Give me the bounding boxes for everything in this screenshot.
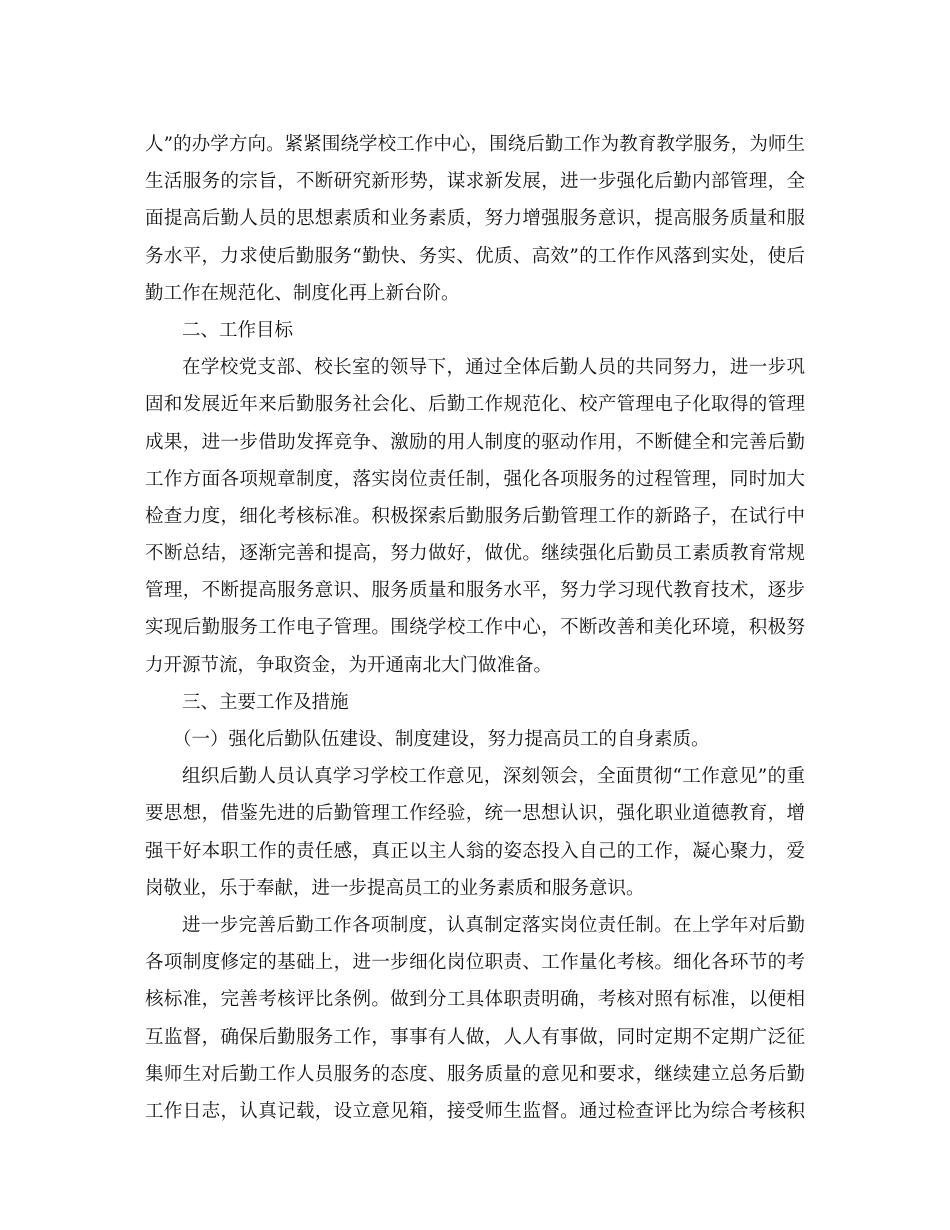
section-heading-goals <box>145 312 805 349</box>
text-line: 要思想，借鉴先进的后勤管理工作经验，统一思想认识，强化职业道德教育，增 <box>145 803 805 825</box>
paragraph-study <box>145 758 805 907</box>
text-line: 不断总结，逐渐完善和提高，努力做好，做优。继续强化后勤员工素质教育常规 <box>145 543 805 565</box>
text-line: 各项制度修定的基础上，进一步细化岗位职责、工作量化考核。细化各环节的考 <box>145 952 805 974</box>
text-line: 在学校党支部、校长室的领导下，通过全体后勤人员的共同努力，进一步巩 <box>182 357 805 379</box>
text-line: 工作日志，认真记载，设立意见箱，接受师生监督。通过检查评比为综合考核积 <box>145 1100 805 1122</box>
text-line: 固和发展近年来后勤服务社会化、后勤工作规范化、校产管理电子化取得的管理 <box>145 394 805 416</box>
text-line: 成果，进一步借助发挥竞争、激励的用人制度的驱动作用，不断健全和完善后勤 <box>145 431 805 453</box>
text-line: 实现后勤服务工作电子管理。围绕学校工作中心，不断改善和美化环境，积极努 <box>145 617 805 639</box>
text-line: 勤工作在规范化、制度化再上新台阶。 <box>145 282 460 304</box>
text-line: 核标准，完善考核评比条例。做到分工具体职责明确，考核对照有标准，以便相 <box>145 989 805 1011</box>
paragraph-guiding-idea <box>145 126 805 312</box>
text-line: 务水平，力求使后勤服务“勤快、务实、优质、高效”的工作作风落到实处，使后 <box>145 245 805 267</box>
text-line: 岗敬业，乐于奉献，进一步提高员工的业务素质和服务意识。 <box>145 877 645 899</box>
text-line: 互监督，确保后勤服务工作，事事有人做，人人有事做，同时定期不定期广泛征 <box>145 1026 805 1048</box>
subheading-text: （一）强化后勤队伍建设、制度建设，努力提高员工的自身素质。 <box>173 729 710 750</box>
paragraph-goals <box>145 349 805 684</box>
text-line: 检查力度，细化考核标准。积极探索后勤服务后勤管理工作的新路子，在试行中 <box>145 505 805 527</box>
subsection-heading-team-building <box>145 721 805 758</box>
text-line: 人”的办学方向。紧紧围绕学校工作中心，围绕后勤工作为教育教学服务，为师生 <box>145 134 805 155</box>
text-line: 力开源节流，争取资金，为开通南北大门做准备。 <box>145 654 553 676</box>
text-line: 生活服务的宗旨，不断研究新形势，谋求新发展，进一步强化后勤内部管理，全 <box>145 171 805 193</box>
document-page <box>145 126 805 1130</box>
heading-text: 二、工作目标 <box>182 319 294 341</box>
text-line: 管理，不断提高服务意识、服务质量和服务水平，努力学习现代教育技术，逐步 <box>145 580 805 602</box>
text-line: 工作方面各项规章制度，落实岗位责任制，强化各项服务的过程管理，同时加大 <box>145 468 805 490</box>
section-heading-measures <box>145 684 805 721</box>
text-line: 强干好本职工作的责任感，真正以主人翁的姿态投入自己的工作，凝心聚力，爱 <box>145 840 805 862</box>
text-line: 进一步完善后勤工作各项制度，认真制定落实岗位责任制。在上学年对后勤 <box>182 914 805 936</box>
paragraph-systems <box>145 907 805 1130</box>
text-line: 组织后勤人员认真学习学校工作意见，深刻领会，全面贯彻“工作意见”的重 <box>182 766 805 788</box>
heading-text: 三、主要工作及措施 <box>182 691 349 713</box>
text-line: 集师生对后勤工作人员服务的态度、服务质量的意见和要求，继续建立总务后勤 <box>145 1063 805 1085</box>
text-line: 面提高后勤人员的思想素质和业务素质，努力增强服务意识，提高服务质量和服 <box>145 208 805 230</box>
